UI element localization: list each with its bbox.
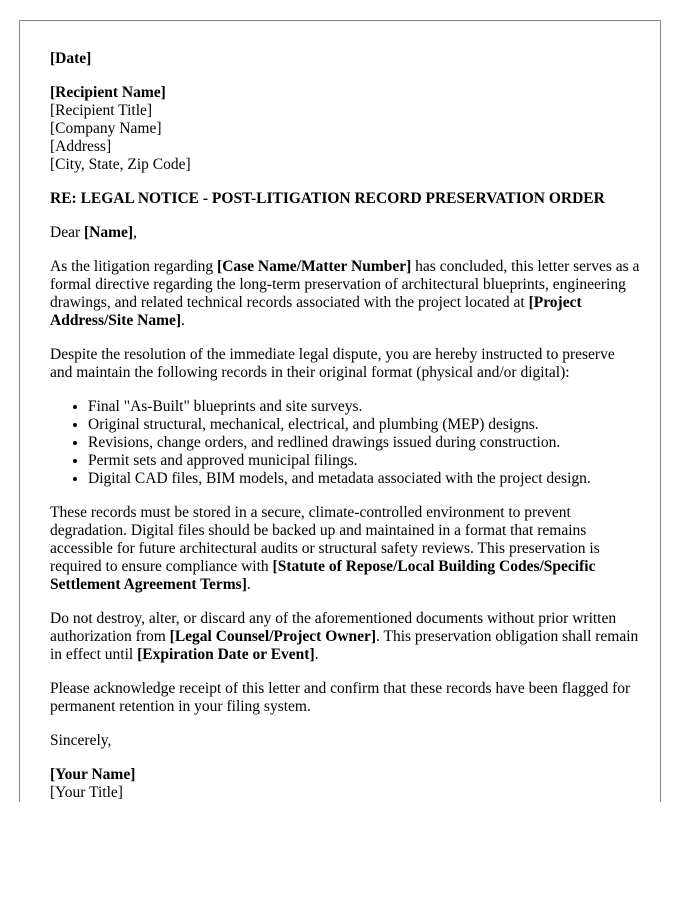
salutation-name: [Name] xyxy=(84,224,134,241)
letter-date xyxy=(50,50,640,68)
letter-page xyxy=(19,20,661,802)
paragraph-do-not-destroy: Do not destroy, alter, or discard any of the aforementioned documents without prior written authorization from [Legal Counsel/Project Owner]. This preservation obligation shall remain in effect until [Expiration Date or Event]. xyxy=(50,610,639,663)
paragraph-acknowledge: Please acknowledge receipt of this letter and confirm that these records have been flagged for permanent retention in your filing system. xyxy=(50,680,631,715)
signature-block xyxy=(50,766,640,802)
list-item: • Digital CAD files, BIM models, and metadata associated with the project design. xyxy=(88,470,640,488)
paragraph-storage-requirements: These records must be stored in a secure, climate-controlled environment to prevent degradation. Digital files should be backed up and maintained in a format that remains accessible for future architectural audits or structural safety reviews. This preservation is required to ensure compliance with [Statute of Repose/Local Building Codes/Specific Settlement Agreement Terms]. xyxy=(50,504,600,593)
expiration-placeholder: [Expiration Date or Event] xyxy=(137,646,315,663)
recipient-company: [Company Name] xyxy=(50,120,162,137)
salutation: Dear [Name], xyxy=(50,224,137,241)
paragraph-litigation-concluded: As the litigation regarding [Case Name/Matter Number] has concluded, this letter serves as a formal directive regarding the long-term preservation of architectural blueprints, engineering drawings, and related technical records associated with the project located at [Project Address/Site Name]. xyxy=(50,258,640,329)
list-item: • Revisions, change orders, and redlined drawings issued during construction. xyxy=(88,434,640,452)
list-item: • Final "As-Built" blueprints and site surveys. xyxy=(88,398,640,416)
signature-title: [Your Title] xyxy=(50,784,123,801)
recipient-title: [Recipient Title] xyxy=(50,102,153,119)
recipient-city-state-zip: [City, State, Zip Code] xyxy=(50,156,191,173)
list-item: • Permit sets and approved municipal filings. xyxy=(88,452,640,470)
letter-content xyxy=(50,50,640,818)
subject-line: RE: LEGAL NOTICE - POST-LITIGATION RECORD PRESERVATION ORDER xyxy=(50,190,605,207)
recipient-address: [Address] xyxy=(50,138,112,155)
site-placeholder: [Project Address/Site Name] xyxy=(50,294,582,329)
paragraph-preservation-instruction: Despite the resolution of the immediate legal dispute, you are hereby instructed to preserve and maintain the following records in their original format (physical and/or digital): xyxy=(50,346,615,381)
records-list xyxy=(50,398,640,488)
closing: Sincerely, xyxy=(50,732,112,749)
signature-name: [Your Name] xyxy=(50,766,136,783)
case-placeholder: [Case Name/Matter Number] xyxy=(217,258,412,275)
recipient-block xyxy=(50,84,640,174)
list-item: • Original structural, mechanical, electrical, and plumbing (MEP) designs. xyxy=(88,416,640,434)
statute-placeholder: [Statute of Repose/Local Building Codes/Specific Settlement Agreement Terms] xyxy=(50,558,596,593)
date-placeholder: [Date] xyxy=(50,50,92,67)
authority-placeholder: [Legal Counsel/Project Owner] xyxy=(169,628,376,645)
recipient-name: [Recipient Name] xyxy=(50,84,166,101)
